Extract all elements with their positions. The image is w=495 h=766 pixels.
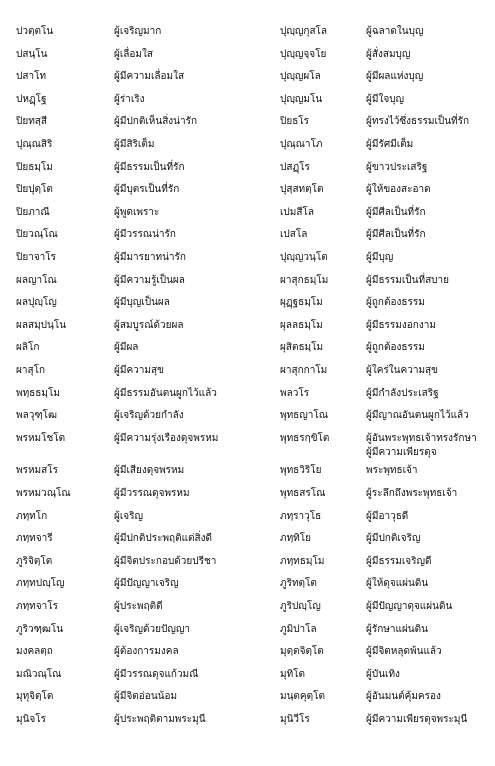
meaning-left: ผู้มีบุตรเป็นที่รัก bbox=[114, 184, 180, 196]
meaning-left: ผู้มีจิตอ่อนน้อม bbox=[114, 691, 178, 703]
meaning-right: ผู้มีจิตหลุดพ้นแล้ว bbox=[366, 646, 442, 658]
pali-name-right: ผุสิตธมฺโม bbox=[280, 342, 324, 354]
pali-name-left: ปิยาจาโร bbox=[16, 252, 57, 263]
pali-name-left: ภทฺทจารี bbox=[16, 533, 53, 545]
meaning-left: ผู้มีความสุข bbox=[114, 365, 164, 376]
pali-name-right: ปุณฺณาโภ bbox=[280, 139, 323, 150]
meaning-left: ผู้มีปกติประพฤติแต่สิ่งดี bbox=[114, 533, 212, 545]
pali-name-left: ปวตฺตโน bbox=[16, 26, 54, 37]
meaning-left: ผู้มีเสียงดุจพรหม bbox=[114, 465, 185, 477]
pali-name-left: มุนิจโร bbox=[16, 714, 47, 725]
pali-name-left: ภทฺทปญฺโญ bbox=[16, 578, 65, 590]
pali-name-left: ภูริจิตฺโต bbox=[16, 555, 53, 567]
pali-name-right: ผาสุกธมฺโม bbox=[280, 274, 329, 286]
table-row bbox=[0, 484, 495, 504]
pali-name-right: ภูริทตฺโต bbox=[280, 578, 317, 590]
pali-name-right: มนฺตคุตฺโต bbox=[280, 691, 325, 703]
pali-name-right: ปุญฺญมโน bbox=[280, 93, 323, 105]
meaning-right: ผู้ให้ของสะอาด bbox=[366, 184, 431, 196]
meaning-right: ผู้ใคร่ในความสุข bbox=[366, 365, 438, 376]
meaning-left: ผู้มีความรู้เป็นผล bbox=[114, 274, 185, 286]
meaning-left: ผู้ร่าเริง bbox=[114, 93, 145, 105]
meaning-right: ผู้สั่งสมบุญ bbox=[366, 48, 411, 60]
table-row bbox=[0, 225, 495, 245]
pali-name-left: ภทฺทโก bbox=[16, 510, 48, 522]
pali-name-left: ปสาโท bbox=[16, 71, 47, 83]
table-row bbox=[0, 271, 495, 291]
pali-name-left: ผลิโก bbox=[16, 342, 40, 354]
meaning-left: ผู้มีธรรมอันตนผูกไว้แล้ว bbox=[114, 387, 217, 399]
pali-name-right: เปสโล bbox=[280, 229, 308, 241]
meaning-right: ผู้ฉลาดในบุญ bbox=[366, 26, 424, 37]
pali-name-left: พลวุฑฺโฒ bbox=[16, 410, 58, 422]
meaning-left: ผู้มีวรรณดุจพรหม bbox=[114, 488, 190, 499]
pali-name-right: มุนิวีโร bbox=[280, 714, 310, 725]
meaning-right: ผู้มีธรรมงอกงาม bbox=[366, 319, 436, 331]
meaning-left: ผู้มีวรรณน่ารัก bbox=[114, 229, 176, 241]
pali-name-left: ผาสุโก bbox=[16, 365, 46, 376]
meaning-right: ผู้มีกำลังประเสริฐ bbox=[366, 387, 439, 399]
table-row bbox=[0, 687, 495, 707]
table-row bbox=[0, 642, 495, 662]
pali-name-left: ปสนฺโน bbox=[16, 48, 48, 60]
meaning-right: ผู้มีศีลเป็นที่รัก bbox=[366, 229, 426, 241]
pali-name-right: พุทธญาโณ bbox=[280, 410, 329, 422]
meaning-left: ผู้พูดเพราะ bbox=[114, 206, 160, 218]
meaning-left: ผู้เจริญ bbox=[114, 510, 144, 522]
table-row bbox=[0, 361, 495, 381]
pali-name-left: พรหมสโร bbox=[16, 465, 58, 477]
meaning-right: ผู้มีความเพียรดุจพระมุนี bbox=[366, 714, 468, 725]
pali-name-left: ผลสมฺปนฺโน bbox=[16, 319, 67, 331]
meaning-right: ผู้บันเทิง bbox=[366, 668, 400, 680]
table-row bbox=[0, 529, 495, 549]
pali-name-right: เปมสีโล bbox=[280, 206, 314, 218]
pali-name-right: ภทฺทธมฺโม bbox=[280, 555, 325, 567]
pali-name-left: พรหมวณฺโณ bbox=[16, 488, 71, 499]
pali-name-right: พุทธวิริโย bbox=[280, 465, 322, 477]
meaning-left: ผู้เลื่อมใส bbox=[114, 48, 153, 60]
pali-name-right: มุตฺตจิตฺโต bbox=[280, 646, 324, 658]
pali-name-right: ผุลลธมฺโม bbox=[280, 319, 323, 331]
pali-name-right: ปุญฺญวนฺโต bbox=[280, 252, 328, 263]
meaning-left: ผู้มีผล bbox=[114, 342, 139, 354]
pali-name-left: ผลญาโณ bbox=[16, 274, 57, 286]
table-row bbox=[0, 384, 495, 404]
meaning-left: ผู้มีปัญญาเจริญ bbox=[114, 578, 179, 590]
table-row bbox=[0, 507, 495, 527]
meaning-left: ผู้ประพฤติดี bbox=[114, 601, 163, 612]
pali-name-left: ปุณฺณสิริ bbox=[16, 139, 53, 150]
pali-name-left: มงคลตฺถ bbox=[16, 646, 53, 658]
meaning-right: ผู้ถูกต้องธรรม bbox=[366, 342, 425, 354]
meaning-left: ผู้มีธรรมเป็นที่รัก bbox=[114, 161, 185, 173]
meaning-right: ผู้มีธรรมเจริญดี bbox=[366, 555, 432, 567]
table-row bbox=[0, 710, 495, 730]
meaning-right: ผู้อันมนต์คุ้มครอง bbox=[366, 691, 441, 703]
pali-name-right: ปุญฺญผโล bbox=[280, 71, 321, 83]
meaning-right: ผู้มีธรรมเป็นที่สบาย bbox=[366, 274, 450, 286]
table-row bbox=[0, 112, 495, 132]
pali-name-right: ภูริปญฺโญ bbox=[280, 601, 321, 612]
meaning-right: ผู้ให้ดุจแผ่นดิน bbox=[366, 578, 429, 590]
meaning-right: ผู้ระลึกถึงพระพุทธเจ้า bbox=[366, 488, 458, 499]
pali-name-right: พุทธสรโณ bbox=[280, 488, 326, 499]
table-row bbox=[0, 429, 495, 458]
meaning-left: ผู้สมบูรณ์ด้วยผล bbox=[114, 319, 184, 331]
table-row bbox=[0, 597, 495, 617]
table-row bbox=[0, 316, 495, 336]
meaning-right: ผู้อันพระพุทธเจ้าทรงรักษา ผู้มีความเพียรดุจ bbox=[366, 432, 477, 458]
meaning-right: ผู้มีปัญญาดุจแผ่นดิน bbox=[366, 601, 453, 612]
meaning-left: ผู้ประพฤติตามพระมุนี bbox=[114, 714, 206, 725]
pali-name-right: ผาสุกกาโม bbox=[280, 365, 328, 376]
meaning-left: ผู้ต้องการมงคล bbox=[114, 646, 179, 658]
table-row bbox=[0, 665, 495, 685]
table-row bbox=[0, 338, 495, 358]
pali-name-left: ปิยปุตฺโต bbox=[16, 184, 53, 196]
meaning-right: ผู้มีผลแห่งบุญ bbox=[366, 71, 424, 83]
table-row bbox=[0, 90, 495, 110]
meaning-left: ผู้มีจิตประกอบด้วยปรีชา bbox=[114, 555, 217, 567]
pali-name-right: ปสฏฺโร bbox=[280, 161, 310, 173]
meaning-left: ผู้มีความเลื่อมใส bbox=[114, 71, 185, 83]
pali-name-left: มุทุจิตฺโต bbox=[16, 691, 54, 703]
table-row bbox=[0, 45, 495, 65]
pali-name-left: ปิยภาณี bbox=[16, 206, 50, 218]
pali-name-left: มณิวณฺโณ bbox=[16, 668, 62, 680]
pali-name-left: พรหมโชโต bbox=[16, 432, 66, 444]
meaning-left: ผู้มีมารยาทน่ารัก bbox=[114, 252, 186, 263]
meaning-right: ผู้มีใจบุญ bbox=[366, 93, 405, 105]
pali-name-left: ปิยธมฺโม bbox=[16, 161, 53, 173]
meaning-left: ผู้มีบุญเป็นผล bbox=[114, 297, 170, 309]
meaning-right: ผู้มีอาวุธดี bbox=[366, 510, 409, 522]
table-row bbox=[0, 203, 495, 223]
meaning-right: ผู้ทรงไว้ซึ่งธรรมเป็นที่รัก bbox=[366, 116, 470, 128]
pali-name-right: ภทฺทิโย bbox=[280, 533, 312, 545]
meaning-right: ผู้รักษาแผ่นดิน bbox=[366, 623, 428, 635]
pali-name-left: พทฺธธมฺโม bbox=[16, 387, 60, 399]
meaning-right: ผู้มีปกติเจริญ bbox=[366, 533, 421, 545]
pali-name-left: ปหฏฺโฐ bbox=[16, 93, 47, 105]
meaning-right: ผู้มีญาณอันตนผูกไว้แล้ว bbox=[366, 410, 469, 422]
table-row bbox=[0, 574, 495, 594]
pali-name-right: ปุสฺสทตฺโต bbox=[280, 184, 324, 196]
meaning-left: ผู้มีสิริเต็ม bbox=[114, 139, 155, 150]
meaning-left: ผู้เจริญมาก bbox=[114, 26, 162, 37]
table-row bbox=[0, 158, 495, 178]
pali-name-left: ภทฺทจาโร bbox=[16, 601, 58, 612]
table-row bbox=[0, 22, 495, 42]
meaning-left: ผู้มีวรรณดุจแก้วมณี bbox=[114, 668, 199, 680]
table-row bbox=[0, 67, 495, 87]
meaning-left: ผู้เจริญด้วยปัญญา bbox=[114, 623, 191, 635]
table-row bbox=[0, 248, 495, 268]
pali-name-left: ปิยทสฺสี bbox=[16, 116, 48, 128]
table-row bbox=[0, 620, 495, 640]
table-row bbox=[0, 135, 495, 155]
pali-name-right: ปุญฺญจฺจโย bbox=[280, 48, 327, 60]
meaning-right: พระพุทธเจ้า bbox=[366, 465, 418, 477]
pali-name-right: ปิยธโร bbox=[280, 116, 310, 128]
meaning-right: ผู้มีรัศมีเต็ม bbox=[366, 139, 414, 150]
meaning-left: ผู้มีความรุ่งเรืองดุจพรหม bbox=[114, 432, 219, 444]
pali-name-right: พลวโร bbox=[280, 387, 310, 399]
pali-name-left: ภูริวฑฺฒโน bbox=[16, 623, 64, 635]
pali-name-right: มุทิโต bbox=[280, 668, 306, 680]
table-row bbox=[0, 461, 495, 481]
meaning-right: ผู้มีศีลเป็นที่รัก bbox=[366, 206, 426, 218]
pali-name-left: ผลปุญฺโญ bbox=[16, 297, 57, 309]
meaning-right: ผู้มีบุญ bbox=[366, 252, 394, 263]
table-row bbox=[0, 406, 495, 426]
pali-name-right: ภูมิปาโล bbox=[280, 623, 317, 635]
meaning-left: ผู้มีปกติเห็นสิ่งน่ารัก bbox=[114, 116, 198, 128]
meaning-right: ผู้ขาวประเสริฐ bbox=[366, 161, 428, 173]
table-row bbox=[0, 552, 495, 572]
pali-name-left: ปิยวณฺโณ bbox=[16, 229, 58, 241]
meaning-left: ผู้เจริญด้วยกำลัง bbox=[114, 410, 184, 422]
table-row bbox=[0, 180, 495, 200]
pali-name-right: พุทธรกฺขิโต bbox=[280, 432, 330, 444]
pali-name-right: ภทฺราวุโธ bbox=[280, 510, 322, 522]
pali-name-right: ปุญฺญกุสโล bbox=[280, 26, 328, 37]
pali-name-right: ผุฏฺฐธมฺโม bbox=[280, 297, 323, 309]
meaning-right: ผู้ถูกต้องธรรม bbox=[366, 297, 425, 309]
table-row bbox=[0, 293, 495, 313]
